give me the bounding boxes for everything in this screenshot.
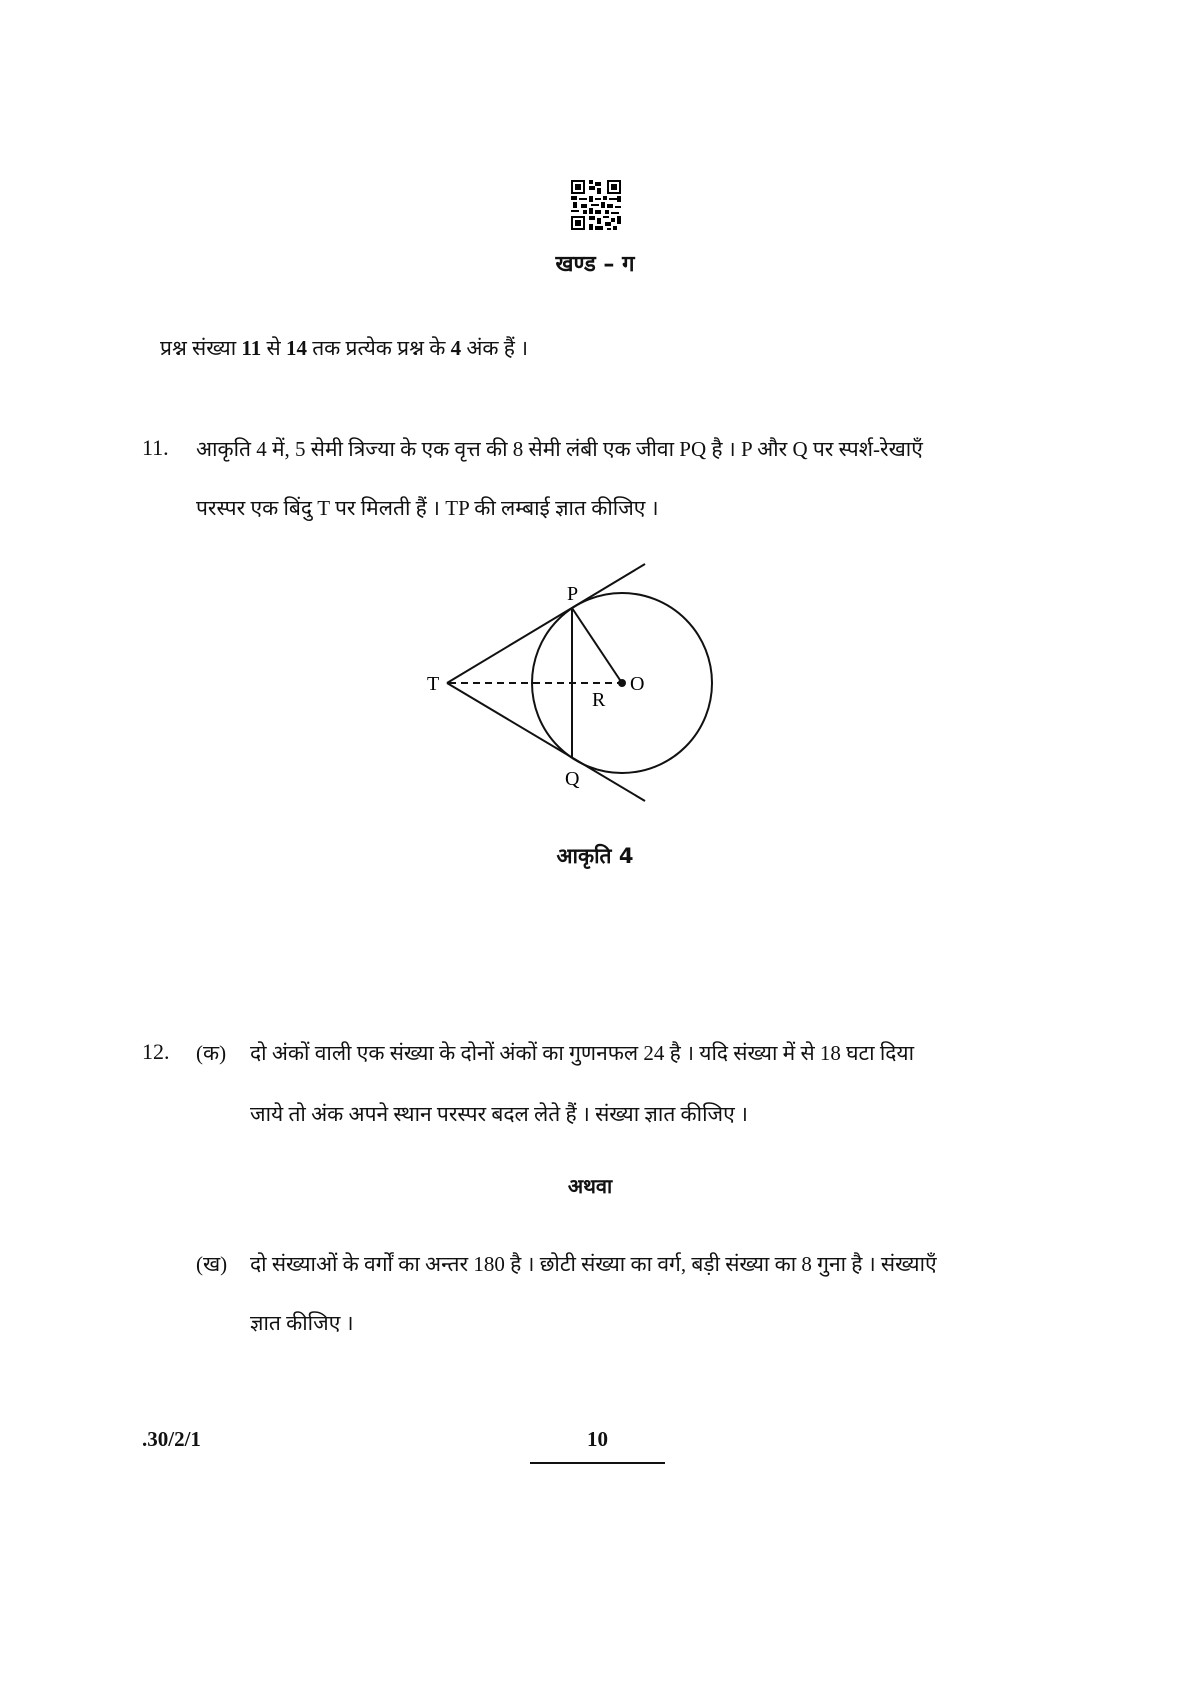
- question-number-11: 11.: [142, 435, 169, 460]
- tangent-line-upper: [447, 564, 645, 683]
- instr-suffix: अंक हैं ।: [461, 336, 529, 360]
- page-number: 10: [587, 1427, 608, 1451]
- q12-part-b-line2: ज्ञात कीजिए ।: [250, 1311, 354, 1335]
- label-t: T: [427, 673, 440, 695]
- page-number-underline: [530, 1462, 665, 1464]
- q12-part-b-line1: दो संख्याओं के वर्गों का अन्तर 180 है । छोटी संख्या का वर्ग, बड़ी संख्या का 8 गुना है । संख्याएँ: [250, 1252, 937, 1276]
- q12-part-a-line1: दो अंकों वाली एक संख्या के दोनों अंकों का गुणनफल 24 है । यदि संख्या में से 18 घटा दिया: [250, 1041, 915, 1065]
- figure-caption: आकृति 4: [556, 844, 634, 868]
- label-q: Q: [565, 768, 580, 790]
- paper-code: .30/2/1: [142, 1427, 201, 1451]
- label-r: R: [592, 689, 606, 711]
- radius-op: [572, 608, 622, 683]
- q12-part-a-label: (क): [196, 1041, 227, 1065]
- instr-mid: से: [261, 336, 286, 360]
- label-p: P: [567, 583, 579, 605]
- instr-to: 14: [285, 336, 307, 360]
- instr-mid2: तक प्रत्येक प्रश्न के: [306, 336, 451, 360]
- q12-part-b-label: (ख): [196, 1252, 228, 1276]
- instr-prefix: प्रश्न संख्या: [160, 336, 242, 360]
- q12-part-a-line2: जाये तो अंक अपने स्थान परस्पर बदल लेते हैं । संख्या ज्ञात कीजिए ।: [250, 1102, 748, 1126]
- instr-from: 11: [241, 336, 262, 360]
- instr-marks: 4: [450, 336, 462, 360]
- circle: [532, 593, 712, 773]
- label-o: O: [630, 673, 645, 695]
- question-number-12: 12.: [142, 1039, 170, 1064]
- center-dot: [618, 679, 626, 687]
- section-title: खण्ड – ग: [555, 252, 635, 277]
- q11-text-line1: आकृति 4 में, 5 सेमी त्रिज्या के एक वृत्त की 8 सेमी लंबी एक जीवा PQ है । P और Q पर स्पर्श-रेखाएँ: [196, 437, 923, 461]
- or-separator: अथवा: [567, 1174, 613, 1198]
- qr-code-icon: [571, 180, 621, 230]
- section-instructions: [160, 334, 528, 362]
- q11-text-line2: परस्पर एक बिंदु T पर मिलती हैं । TP की लम्बाई ज्ञात कीजिए ।: [196, 496, 659, 520]
- tangent-line-lower: [447, 683, 645, 801]
